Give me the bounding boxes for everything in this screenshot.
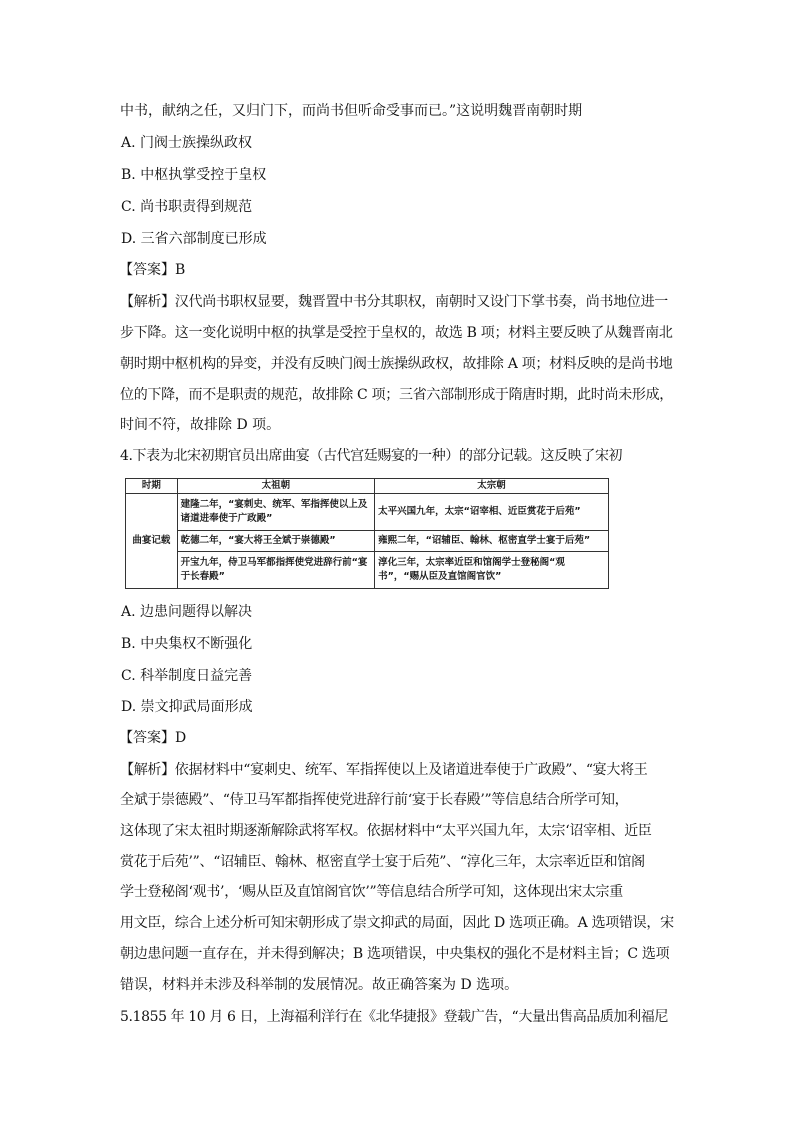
- q3-explanation-line: 朝时期中枢机构的异变，并没有反映门阀士族操纵政权，故排除 A 项；材料反映的是尚书地: [120, 356, 673, 372]
- q3-answer: 【答案】B: [119, 262, 186, 278]
- q3-option-b: B. 中枢执掌受控于皇权: [121, 167, 267, 183]
- q3-stem-tail: 中书，献纳之任，又归门下，而尚书但听命受事而已。”这说明魏晋南朝时期: [120, 103, 583, 119]
- q4-explanation-line: 这体现了宋太祖时期逐渐解除武将军权。依据材料中“太平兴国九年，太宗‘诏宰相、近臣: [120, 823, 652, 839]
- q4-explanation-line: 【解析】依据材料中“宴刺史、统军、军指挥使以上及诸道进奉使于广政殿”、“宴大将王: [120, 762, 648, 778]
- q4-explanation-line: 朝边患问题一直存在，并未得到解决；B 选项错误，中央集权的强化不是材料主旨；C 选项: [120, 946, 670, 962]
- q3-explanation-line: 【解析】汉代尚书职权显要，魏晋置中书分其职权，南朝时又设门下掌书奏，尚书地位进一: [120, 294, 668, 310]
- q4-explanation-line: 学士登秘阁‘观书’，‘赐从臣及直馆阁官饮’”等信息结合所学可知，这体现出宋太宗重: [120, 884, 623, 900]
- table-cell: 建隆二年，“宴刺史、统军、军指挥使以上及诸道进奉使于广政殿”: [177, 494, 374, 531]
- q4-explanation-line: 赏花于后苑’”、“诏辅臣、翰林、枢密直学士宴于后苑”、“淳化三年，太宗率近臣和馆阁: [120, 854, 645, 870]
- q4-answer: 【答案】D: [119, 730, 187, 746]
- q3-explanation-line: 位的下降，而不是职责的规范，故排除 C 项；三省六部制形成于隋唐时期，此时尚未形成，: [120, 387, 674, 403]
- q3-explanation-line: 时间不符，故排除 D 项。: [120, 417, 281, 433]
- q5-stem: 5.1855 年 10 月 6 日，上海福利洋行在《北华捷报》登载广告，“大量出售高品质加利福尼: [120, 1009, 668, 1025]
- q4-option-a: A. 边患问题得以解决: [121, 604, 253, 620]
- q3-option-c: C. 尚书职责得到规范: [121, 199, 253, 215]
- q4-option-b: B. 中央集权不断强化: [121, 636, 253, 652]
- table-header-row: [126, 479, 609, 494]
- table-cell: 太平兴国九年，太宗“诏宰相、近臣赏花于后苑”: [375, 494, 609, 531]
- q4-explanation-line: 全斌于崇德殿”、“侍卫马军都指挥使党进辞行前‘宴于长春殿’”等信息结合所学可知，: [120, 792, 629, 808]
- q3-explanation-line: 步下降。这一变化说明中枢的执掌是受控于皇权的，故选 B 项；材料主要反映了从魏晋南北: [120, 325, 673, 341]
- table-row: [126, 494, 609, 531]
- table-cell: 淳化三年，太宗率近臣和馆阁学士登秘阁“观书”，“赐从臣及直馆阁官饮”: [375, 551, 609, 588]
- table-header-taizu: 太祖朝: [177, 479, 374, 494]
- table-row-label: 曲宴记载: [126, 494, 178, 589]
- q4-explanation-line: 用文臣，综合上述分析可知宋朝形成了崇文抑武的局面，因此 D 选项正确。A 选项错误，宋: [120, 915, 674, 931]
- q3-option-a: A. 门阀士族操纵政权: [121, 135, 253, 151]
- q4-option-d: D. 崇文抑武局面形成: [121, 699, 253, 715]
- table-header-taizong: 太宗朝: [375, 479, 609, 494]
- table-header-period: 时期: [126, 479, 178, 494]
- table-row: [126, 551, 609, 588]
- q4-banquet-table: [125, 478, 609, 589]
- table-cell: 开宝九年，侍卫马军都指挥使党进辞行前“宴于长春殿”: [177, 551, 374, 588]
- q3-option-d: D. 三省六部制度已形成: [121, 231, 267, 247]
- table-cell: 乾德二年，“宴大将王全斌于崇德殿”: [177, 531, 374, 551]
- q4-option-c: C. 科举制度日益完善: [121, 668, 253, 684]
- table-row: [126, 531, 609, 551]
- table-cell: 雍熙二年，“诏辅臣、翰林、枢密直学士宴于后苑”: [375, 531, 609, 551]
- q4-explanation-line: 错误，材料并未涉及科举制的发展情况。故正确答案为 D 选项。: [120, 977, 519, 993]
- q4-stem: 4.下表为北宋初期官员出席曲宴（古代宫廷赐宴的一种）的部分记载。这反映了宋初: [120, 448, 623, 464]
